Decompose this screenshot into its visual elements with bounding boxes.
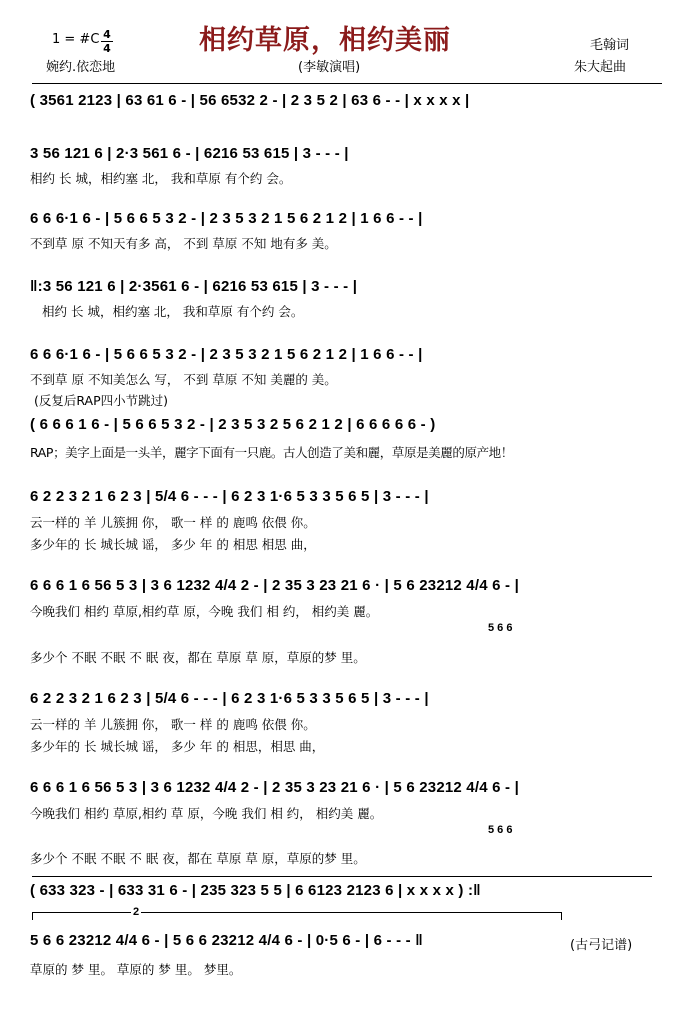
music-line: 5 6 6 23212 4/4 6 - | 5 6 6 23212 4/4 6 - | 0·5 6 - | 6 - - - ‖ xyxy=(30,932,423,949)
music-line: ( 3561 2123 | 63 61 6 - | 56 6532 2 - | 2 3 5 2 | 63 6 - - | x x x x | xyxy=(30,92,470,109)
music-line: 6 6 6 1 6 56 5 3 | 3 6 1232 4/4 2 - | 2 35 3 23 21 6 · | 5 6 23212 4/4 6 - | xyxy=(30,779,519,796)
lyric-line: 相约 长 城，相约塞 北， 我和草原 有个约 会。 xyxy=(42,304,304,319)
music-line: 6 6 6 1 6 56 5 3 | 3 6 1232 4/4 2 - | 2 35 3 23 21 6 · | 5 6 23212 4/4 6 - | xyxy=(30,577,519,594)
volta-number: 2 xyxy=(133,906,140,918)
volta-bracket xyxy=(32,912,562,913)
alt-notes: 5 6 6 xyxy=(488,622,513,634)
lyric-line: 云一样的 羊 儿簇拥 你， 歌一 样 的 鹿鸣 依偎 你。 xyxy=(30,717,316,732)
lyricist: 毛翰词 xyxy=(590,38,630,53)
alt-notes: 5 6 6 xyxy=(488,824,513,836)
music-line: ‖:3 56 121 6 | 2·3561 6 - | 6216 53 615 | 3 - - - | xyxy=(30,278,358,295)
lyric-line: 相约 长 城，相约塞 北， 我和草原 有个约 会。 xyxy=(30,171,292,186)
lyric-line: 云一样的 羊 儿簇拥 你， 歌一 样 的 鹿鸣 依偎 你。 xyxy=(30,515,316,530)
music-line: 6 2 2 3 2 1 6 2 3 | 5/4 6 - - - | 6 2 3 1·6 5 3 3 5 6 5 | 3 - - - | xyxy=(30,488,429,505)
lyric-line: 多少年的 长 城长城 谣， 多少 年 的 相思，相思 曲， xyxy=(30,739,325,754)
lyric-line: 多少个 不眠 不眠 不 眠 夜，都在 草原 草 原，草原的梦 里。 xyxy=(30,851,366,866)
transcriber-credit: (古弓记谱) xyxy=(570,938,633,953)
rap-line: RAP；美字上面是一头羊，麗字下面有一只鹿。古人创造了美和麗，草原是美麗的原产地！ xyxy=(30,445,513,460)
music-line: 6 2 2 3 2 1 6 2 3 | 5/4 6 - - - | 6 2 3 1·6 5 3 3 5 6 5 | 3 - - - | xyxy=(30,690,429,707)
lyric-line: 多少年的 长 城长城 谣， 多少 年 的 相思 相思 曲， xyxy=(30,537,316,552)
key-signature: 1 = #C xyxy=(52,32,100,47)
music-line: ( 6 6 6 1 6 - | 5 6 6 5 3 2 - | 2 3 5 3 2 5 6 2 1 2 | 6 6 6 6 6 - ) xyxy=(30,416,436,433)
lyric-line: 多少个 不眠 不眠 不 眠 夜，都在 草原 草 原，草原的梦 里。 xyxy=(30,650,366,665)
lyric-line: 今晚我们 相约 草原,相约 草 原，今晚 我们 相 约， 相约美 麗。 xyxy=(30,806,383,821)
singer-credit: (李敏演唱) xyxy=(298,60,361,75)
header-rule xyxy=(32,83,662,84)
music-line: ( 633 323 - | 633 31 6 - | 235 323 5 5 | 6 6123 2123 6 | x x x x ) :‖ xyxy=(30,882,481,899)
lyric-line: 不到草 原 不知美怎么 写， 不到 草原 不知 美麗的 美。 xyxy=(30,372,337,387)
lyric-line: 不到草 原 不知天有多 高， 不到 草原 不知 地有多 美。 xyxy=(30,236,337,251)
repeat-note: (反复后RAP四小节跳过) xyxy=(34,393,169,408)
music-line: 6 6 6·1 6 - | 5 6 6 5 3 2 - | 2 3 5 3 2 1 5 6 2 1 2 | 1 6 6 - - | xyxy=(30,346,423,363)
volta-bracket-start xyxy=(32,912,33,920)
interlude-top-rule xyxy=(32,876,652,877)
lyric-line: 今晚我们 相约 草原,相约草 原，今晚 我们 相 约， 相约美 麗。 xyxy=(30,604,379,619)
performance-style: 婉约.依恋地 xyxy=(46,60,116,75)
song-title: 相约草原，相约美丽 xyxy=(199,25,451,56)
lyric-line: 草原的 梦 里。 草原的 梦 里。 梦里。 xyxy=(30,962,242,977)
volta-bracket-end xyxy=(561,912,562,920)
composer: 朱大起曲 xyxy=(574,60,627,75)
music-line: 6 6 6·1 6 - | 5 6 6 5 3 2 - | 2 3 5 3 2 1 5 6 2 1 2 | 1 6 6 - - | xyxy=(30,210,423,227)
time-signature: 4 4 xyxy=(101,29,113,54)
music-line: 3 56 121 6 | 2·3 561 6 - | 6216 53 615 | 3 - - - | xyxy=(30,145,349,162)
